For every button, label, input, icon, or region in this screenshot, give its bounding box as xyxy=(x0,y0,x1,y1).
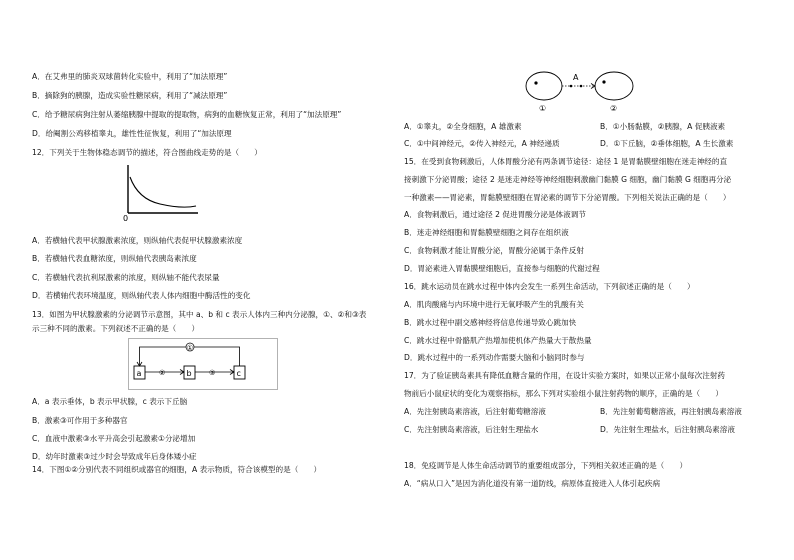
q17-option-a: A．先注射胰岛素溶液，后注射葡萄糖溶液 xyxy=(404,407,546,416)
q11-option-c: C．给予糖尿病狗注射从萎缩胰腺中提取的提取物，病狗的血糖恢复正常，利用了“加法原理” xyxy=(32,110,342,119)
q12-option-c: C．若横轴代表抗利尿激素的浓度，则纵轴不能代表尿量 xyxy=(32,273,220,282)
cell-2-nucleus xyxy=(602,80,605,83)
q12-stem: 12．下列关于生物体稳态调节的描述，符合图曲线走势的是（ ） xyxy=(32,148,262,157)
q17-stem-line2: 物前后小鼠症状的变化为观察指标，那么下列对实验组小鼠注射药物的顺序，正确的是（ ） xyxy=(404,389,723,398)
cell-1 xyxy=(526,72,562,100)
decreasing-curve xyxy=(130,177,196,207)
q15-option-c: C．食物刺激才能让胃酸分泌，胃酸分泌属于条件反射 xyxy=(404,246,584,255)
cell-2-label: ② xyxy=(610,104,618,113)
q12-option-b: B．若横轴代表血糖浓度，则纵轴代表胰岛素浓度 xyxy=(32,254,197,263)
q14-option-b: B．①小肠黏膜，②胰腺，A 促胰液素 xyxy=(600,122,726,131)
q13-option-a: A．a 表示垂体，b 表示甲状腺，c 表示下丘脑 xyxy=(32,397,188,406)
node-c-label: c xyxy=(236,369,241,378)
q17-option-b: B．先注射葡萄糖溶液，再注射胰岛素溶液 xyxy=(600,407,742,416)
q15-option-a: A．食物刺激后，通过途径 2 促进胃酸分泌是体液调节 xyxy=(404,210,586,219)
cell-2 xyxy=(595,72,633,100)
origin-label: 0 xyxy=(123,214,129,223)
cell-1-label: ① xyxy=(539,104,547,113)
q14-option-c: C．①中间神经元，②传入神经元，A 神经递质 xyxy=(404,139,560,148)
q16-stem: 16．跳水运动员在跳水过程中体内会发生一系列生命活动，下列叙述正确的是（ ） xyxy=(404,282,695,291)
q14-option-d: D．①下丘脑，②垂体细胞，A 生长激素 xyxy=(600,139,734,148)
q14-stem: 14．下图①②分别代表不同组织或器官的细胞，A 表示物质，符合该模型的是（ ） xyxy=(32,465,322,474)
substance-dot-1 xyxy=(570,85,573,88)
q13-stem-line1: 13．如图为甲状腺激素的分泌调节示意图，其中 a、b 和 c 表示人体内三种内分泌腺，①、②和③表 xyxy=(32,310,367,319)
substance-dot-2 xyxy=(580,85,583,88)
q16-option-d: D．跳水过程中的一系列动作需要大脑和小脑同时参与 xyxy=(404,353,585,362)
hormone-1-label: ① xyxy=(186,344,194,352)
q16-option-b: B．跳水过程中副交感神经将信息传递导致心跳加快 xyxy=(404,318,577,327)
node-b-label: b xyxy=(186,369,192,378)
q15-option-b: B．迷走神经细胞和胃黏膜壁细胞之间存在组织液 xyxy=(404,228,569,237)
q15-stem-line1: 15．在受到食物刺激后，人体胃酸分泌有两条调节途径：途径 1 是胃黏膜壁细胞在迷走神经的直 xyxy=(404,157,728,166)
q16-option-a: A．肌肉酸痛与内环境中进行无氧呼吸产生的乳酸有关 xyxy=(404,300,584,309)
q11-option-a: A．在艾弗里的肺炎双球菌转化实验中，利用了“加法原理” xyxy=(32,72,228,81)
q15-stem-line2: 接刺激下分泌胃酸；途径 2 是迷走神经等神经细胞刺激幽门黏膜 G 细胞，幽门黏膜 G 细胞再分泌 xyxy=(404,175,732,184)
q13-option-d: D．幼年时激素③过少时会导致成年后身体矮小症 xyxy=(32,452,197,461)
q15-option-d: D．胃泌素进入胃黏膜壁细胞后，直接参与细胞的代谢过程 xyxy=(404,264,600,273)
q14-cell-diagram xyxy=(522,66,642,116)
substance-label: A xyxy=(573,73,579,82)
q12-curve-graph xyxy=(120,163,200,223)
q16-option-c: C．跳水过程中骨骼肌产热增加使机体产热量大于散热量 xyxy=(404,336,592,345)
q17-option-d: D．先注射生理盐水，后注射胰岛素溶液 xyxy=(600,425,735,434)
q12-option-a: A．若横轴代表甲状腺激素浓度，则纵轴代表促甲状腺激素浓度 xyxy=(32,236,243,245)
q13-option-b: B．激素③可作用于多种器官 xyxy=(32,416,128,425)
q12-option-d: D．若横轴代表环境温度，则纵轴代表人体内细胞中酶活性的变化 xyxy=(32,291,251,300)
cell-1-nucleus xyxy=(534,81,537,84)
q17-option-c: C．先注射胰岛素溶液，后注射生理盐水 xyxy=(404,425,539,434)
hormone-2-label: ② xyxy=(159,369,166,377)
q11-option-b: B．摘除狗的胰腺，造成实验性糖尿病，利用了“减法原理” xyxy=(32,91,228,100)
q13-stem-line2: 示三种不同的激素。下列叙述不正确的是（ ） xyxy=(32,324,200,333)
q14-option-a: A．①睾丸，②全身细胞，A 雄激素 xyxy=(404,122,522,131)
q18-option-a: A．“病从口入”是因为消化道没有第一道防线，病原体直接进入人体引起疾病 xyxy=(404,479,661,488)
q11-option-d: D．给阉割公鸡移植睾丸，雄性性征恢复，利用了“加法原理 xyxy=(32,129,232,138)
q17-stem-line1: 17．为了验证胰岛素具有降低血糖含量的作用，在设计实验方案时，如果以正常小鼠每次注射药 xyxy=(404,371,726,380)
q13-option-c: C．血液中激素③水平升高会引起激素①分泌增加 xyxy=(32,434,196,443)
hormone-3-label: ③ xyxy=(209,369,216,377)
q15-stem-line3: 一种激素——胃泌素，胃黏膜壁细胞在胃泌素的调节下分泌胃酸。下列相关说法正确的是（ ） xyxy=(404,193,731,202)
q18-stem: 18．免疫调节是人体生命活动调节的重要组成部分，下列相关叙述正确的是（ ） xyxy=(404,461,688,470)
node-a-label: a xyxy=(136,369,142,378)
q13-feedback-diagram xyxy=(128,338,278,390)
diagram-frame xyxy=(129,339,278,390)
